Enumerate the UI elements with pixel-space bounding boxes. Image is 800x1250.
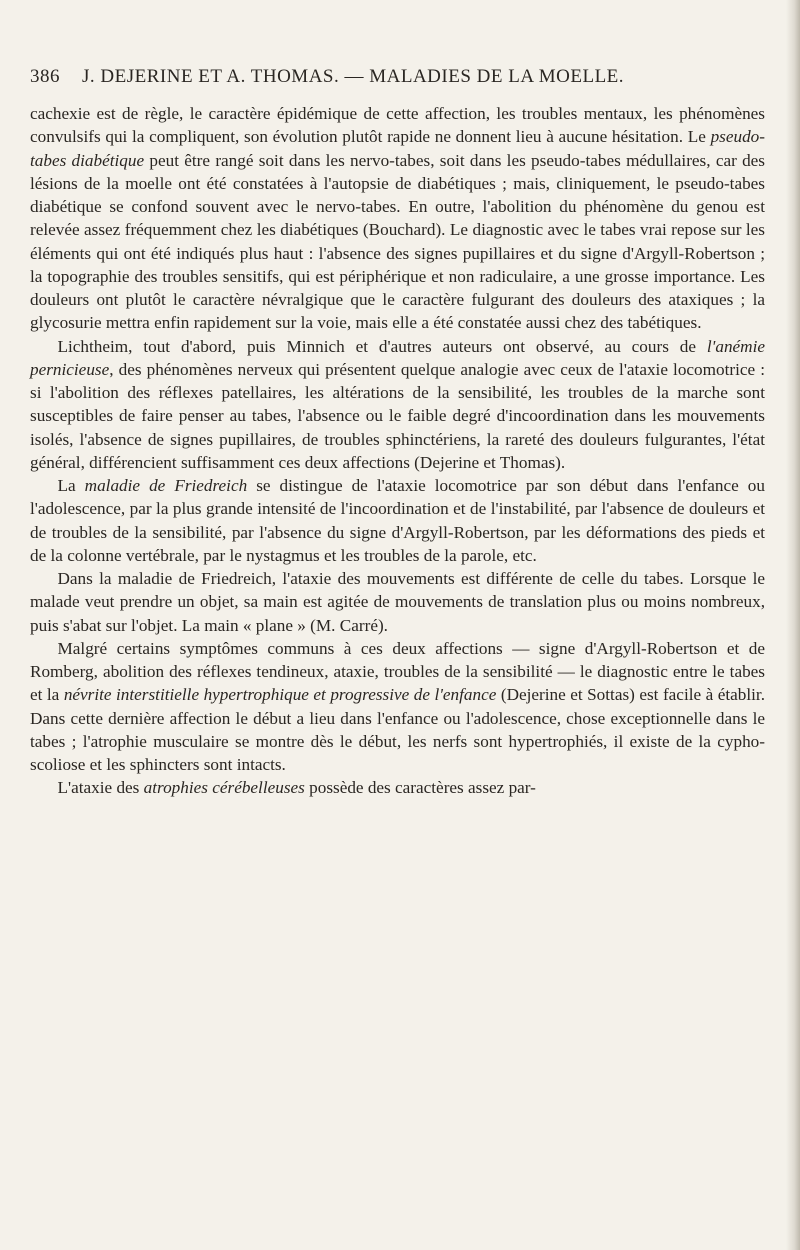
paragraph-maladie-friedreich (30, 474, 765, 567)
page-edge-shadow (786, 0, 800, 1250)
running-header (30, 66, 770, 90)
body-text (30, 102, 765, 800)
text-run: Malgré certains symptômes communs à ces deux affections — signe d'Argyll-Robertson et de Romberg, abolition des réflexes tendineux, ataxie, troubles de la sensibilité — le diagnostic entre le tabes et la (30, 638, 765, 705)
text-run: Lichtheim, tout d'abord, puis Minnich et d'autres auteurs ont observé, au cours de (57, 336, 707, 356)
italic-term: maladie de Friedreich (84, 476, 248, 495)
italic-term: l'anémie pernicieuse (30, 336, 765, 379)
running-title: J. DEJERINE ET A. THOMAS. — MALADIES DE LA MOELLE. (82, 66, 625, 87)
text-run: L'ataxie des (57, 778, 144, 798)
italic-term: atrophies cérébelleuses (143, 778, 305, 798)
text-run: (Dejerine et Sottas) est facile à établir. Dans cette dernière affection le début a lieu dans l'enfance ou l'adolescence, chose exceptionnelle dans le tabes ; l'atrophie musculaire se montre dès le début, les nerfs sont hypertrophiés, il existe de la cypho-scoliose et les sphincters sont intacts. (30, 685, 765, 774)
paragraph-ataxie-friedreich (30, 567, 765, 637)
text-run: cachexie est de règle, le caractère épidémique de cette affection, les troubles mentaux, les phénomènes convulsifs qui la compliquent, son évolution plutôt rapide ne donnent lieu à aucune hésitation. Le (30, 104, 765, 147)
paragraph-cachexie (30, 102, 765, 335)
text-run: Dans la maladie de Friedreich, l'ataxie des mouvements est différente de celle du tabes. Lorsque le malade veut prendre un objet, sa main est agitée de mouvements de translation plus ou moins nombreux, puis s'abat sur l'objet. La main « plane » (M. Carré). (30, 569, 765, 635)
italic-term: pseudo-tabes diabétique (30, 127, 765, 170)
paragraph-nevrite-interstitielle (30, 637, 765, 777)
paragraph-anemie-pernicieuse (30, 335, 765, 475)
page-number: 386 (30, 66, 60, 87)
text-run: peut être rangé soit dans les nervo-tabes, soit dans les pseudo-tabes médullaires, car des lésions de la moelle ont été constatées à l'autopsie de diabétiques ; mais, cliniquement, le pseudo-tabes diabétique se confond souvent avec le nervo-tabes. En outre, l'abolition du phénomène du genou est relevée assez fréquemment chez les diabétiques (Bouchard). Le diagnostic avec le tabes vrai repose sur les éléments qui ont été indiqués plus haut : l'absence des signes pupillaires et du signe d'Argyll-Robertson ; la topographie des troubles sensitifs, qui est périphérique et non radiculaire, a une grosse importance. Les douleurs ont plutôt le caractère névralgique que le caractère fulgurant des douleurs des ataxiques ; la glycosurie mettra enfin rapidement sur la voie, mais elle a été constatée aussi chez des tabétiques. (30, 150, 765, 333)
paragraph-atrophies-cerebelleuses (30, 776, 765, 799)
text-run: possède des caractères assez par- (304, 778, 536, 798)
text-run: , des phénomènes nerveux qui présentent quelque analogie avec ceux de l'ataxie locomotrice : si l'abolition des réflexes patellaires, les altérations de la sensibilité, les troubles de la marche sont susceptibles de faire penser au tabes, l'absence ou le faible degré d'incoordination dans les mouvements isolés, l'absence de signes pupillaires, de troubles sphinctériens, la rareté des douleurs fulgurantes, l'état général, différencient suffisamment ces deux affections (Dejerine et Thomas). (30, 359, 765, 472)
text-run: se distingue de l'ataxie locomotrice par son début dans l'enfance ou l'adolescence, par la plus grande intensité de l'incoordination et de l'instabilité, par l'absence de douleurs et de troubles de la sensibilité, par l'absence du signe d'Argyll-Robertson, par les déformations des pieds et de la colonne vertébrale, par le nystagmus et les troubles de la parole, etc. (30, 476, 765, 565)
text-run: La (57, 476, 85, 495)
italic-term: névrite interstitielle hypertrophique et progressive de l'enfance (63, 685, 497, 705)
